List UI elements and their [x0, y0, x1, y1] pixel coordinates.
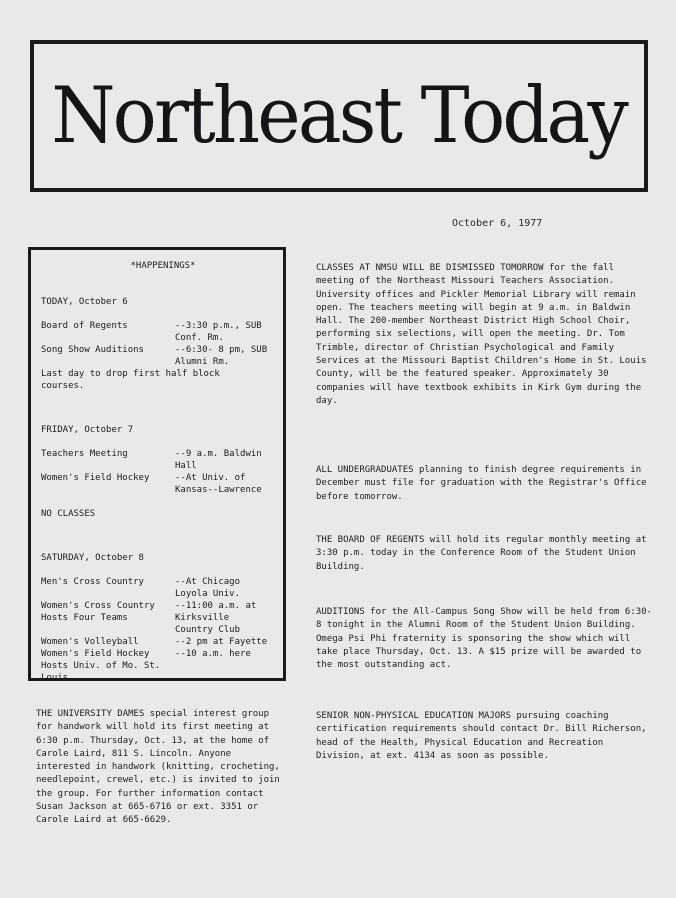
day-note: Last day to drop first half block courses.	[41, 369, 220, 391]
story-senior-majors: SENIOR NON-PHYSICAL EDUCATION MAJORS pursuing coaching certification requirements should contact Dr. Bill Richerson, head of the Health, Physical Education and Recreation Division, at ext. 4134 as soon as possible.	[316, 711, 652, 761]
event-name: Teachers Meeting	[41, 449, 128, 459]
event-place: --11:00 a.m. at Kirksville Country Club	[175, 601, 257, 635]
day-title: SATURDAY, October 8	[41, 553, 144, 563]
event-row	[41, 320, 275, 344]
event-row	[41, 344, 275, 368]
event-place: --10 a.m. here	[175, 649, 251, 659]
spacer	[41, 564, 275, 576]
event-name: Women's Cross Country Hosts Four Teams	[41, 601, 155, 623]
story-classes-dismissed: CLASSES AT NMSU WILL BE DISMISSED TOMORROW for the fall meeting of the Northeast Missouri Teachers Association. University offices and Pickler Memorial Library will remain open. The teachers meeting will begin at 9 a.m. in Baldwin Hall. The 200-member Northeast District High School Choir, performing six selections, will open the meeting. Dr. Tom Trimble, director of Christian Psychological and Family Services at the Missouri Baptist Children's Home in St. Louis County, will be the featured speaker. Approximately 30 companies will have textbook exhibits in Kirk Gym during the day.	[316, 263, 652, 406]
event-place: --At Univ. of Kansas--Lawrence	[175, 473, 262, 495]
event-name: Men's Cross Country	[41, 577, 144, 587]
event-row	[41, 636, 275, 648]
event-place: --3:30 p.m., SUB Conf. Rm.	[175, 321, 262, 343]
event-place: --6:30- 8 pm, SUB Alumni Rm.	[175, 345, 268, 367]
spacer	[41, 520, 275, 548]
story-undergraduates: ALL UNDERGRADUATES planning to finish degree requirements in December must file for graduation with the Registrar's Office before tomorrow.	[316, 465, 652, 502]
event-name: Women's Field Hockey Hosts Univ. of Mo. St. Louis	[41, 649, 161, 683]
event-place: --9 a.m. Baldwin Hall	[175, 449, 262, 471]
event-name: Women's Field Hockey	[41, 473, 150, 483]
issue-date: October 6, 1977	[452, 218, 543, 229]
day-note: NO CLASSES	[41, 509, 96, 519]
event-name: Song Show Auditions	[41, 345, 144, 355]
event-row	[41, 648, 275, 684]
day-title: TODAY, October 6	[41, 297, 128, 307]
spacer	[41, 278, 275, 292]
story-university-dames: THE UNIVERSITY DAMES special interest group for handwork will hold its first meeting at 6:30 p.m. Thursday, Oct. 13, at the home of Carole Laird, 811 S. Lincoln. Anyone interested in handwork (knitting, crocheting, needlepoint, crewel, etc.) is invited to join the group. For further information contact Susan Jackson at 665-6716 or ext. 3351 or Carole Laird at 665-6629.	[36, 709, 286, 826]
spacer	[41, 436, 275, 448]
story-board-of-regents: THE BOARD OF REGENTS will hold its regular monthly meeting at 3:30 p.m. today in the Conference Room of the Student Union Building.	[316, 535, 652, 572]
event-row	[41, 472, 275, 496]
event-name: Women's Volleyball	[41, 637, 139, 647]
masthead-title: Northeast Today	[51, 71, 627, 161]
spacer	[41, 392, 275, 420]
event-row	[41, 448, 275, 472]
story-song-show-auditions: AUDITIONS for the All-Campus Song Show will be held from 6:30-8 tonight in the Alumni Room of the Student Union Building. Omega Psi Phi fraternity is sponsoring the show which will take place Thursday, Oct. 13. A $15 prize will be awarded to the most outstanding act.	[316, 607, 652, 671]
event-name: Board of Regents	[41, 321, 128, 331]
masthead	[30, 40, 648, 192]
event-place: --At Chicago Loyola Univ.	[175, 577, 241, 599]
spacer	[41, 308, 275, 320]
happenings-heading: *HAPPENINGS*	[130, 261, 196, 271]
event-place: --2 pm at Fayette	[175, 637, 268, 647]
day-title: FRIDAY, October 7	[41, 425, 134, 435]
event-row	[41, 600, 275, 636]
event-row	[41, 576, 275, 600]
happenings-box	[28, 247, 286, 681]
